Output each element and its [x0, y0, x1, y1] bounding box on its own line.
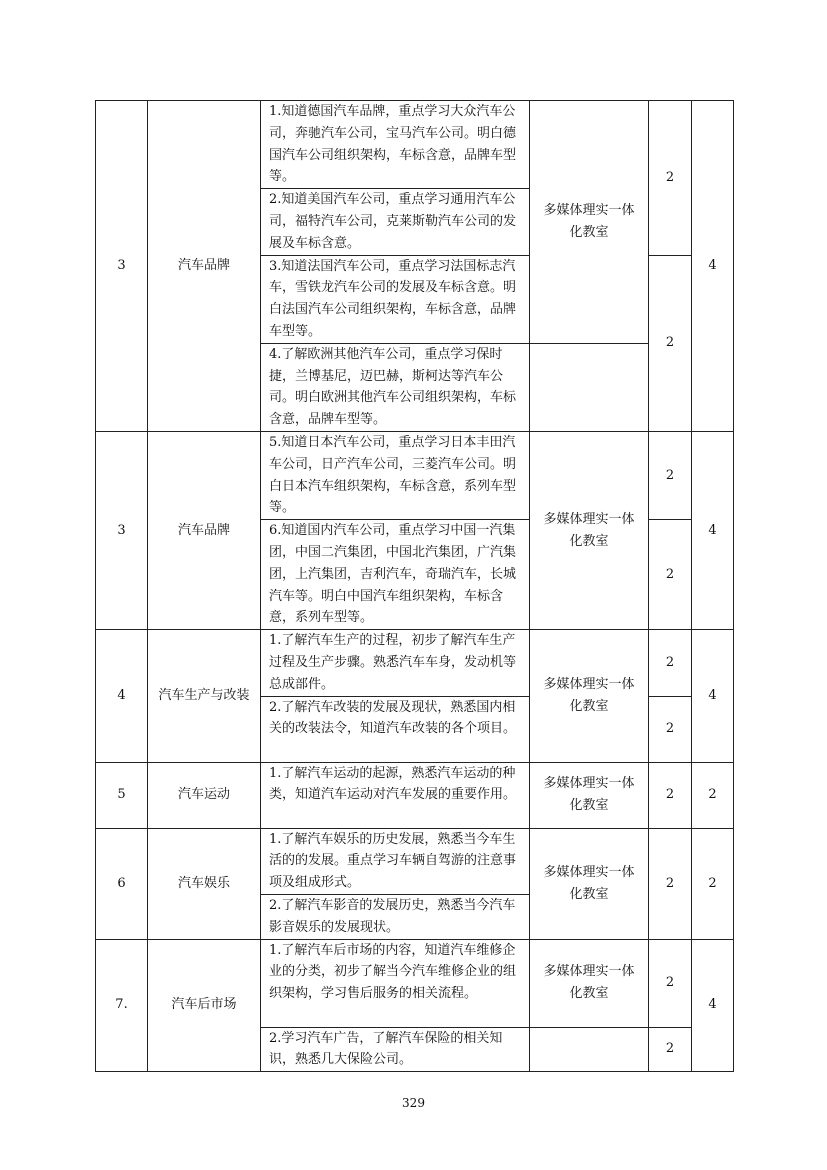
table-row: [96, 101, 734, 189]
teaching-venue: 多媒体理实一体化教室: [530, 828, 649, 939]
table-row: [96, 828, 734, 894]
teaching-venue: 多媒体理实一体化教室: [530, 630, 649, 762]
learning-objective: 3.知道法国汽车公司，重点学习法国标志汽车，雪铁龙汽车公司的发展及车标含意。明白法国汽车公司组织架构，车标含意，品牌车型等。: [261, 255, 530, 343]
total-hours: 4: [692, 939, 734, 1072]
table-row: [96, 431, 734, 519]
table-row: [96, 630, 734, 696]
module-name: 汽车运动: [148, 762, 261, 828]
module-name: 汽车娱乐: [148, 828, 261, 939]
learning-objective: 2.知道美国汽车公司，重点学习通用汽车公司，福特汽车公司，克莱斯勒汽车公司的发展及车标含意。: [261, 189, 530, 255]
hours-cell: 2: [649, 696, 692, 762]
table-row: [96, 939, 734, 1027]
learning-objective: 4.了解欧洲其他汽车公司，重点学习保时捷，兰博基尼，迈巴赫，斯柯达等汽车公司。明白欧洲其他汽车公司组织架构，车标含意，品牌车型等。: [261, 343, 530, 431]
teaching-venue-empty: [530, 1027, 649, 1072]
hours-cell: 2: [649, 762, 692, 828]
hours-cell: 2: [649, 520, 692, 630]
hours-cell: 2: [649, 939, 692, 1027]
unit-number: 4: [96, 630, 148, 762]
unit-number: 3: [96, 431, 148, 629]
teaching-venue-empty: [530, 343, 649, 431]
learning-objective: 6.知道国内汽车公司，重点学习中国一汽集团，中国二汽集团，中国北汽集团，广汽集团，上汽集团，吉利汽车，奇瑞汽车，长城汽车等。明白中国汽车组织架构，车标含意，系列车型等。: [261, 520, 530, 630]
hours-cell: 2: [649, 630, 692, 696]
course-content-table: [95, 100, 734, 1072]
total-hours: 2: [692, 762, 734, 828]
module-name: 汽车生产与改装: [148, 630, 261, 762]
learning-objective: 1.了解汽车娱乐的历史发展，熟悉当今车生活的的发展。重点学习车辆自驾游的注意事项及组成形式。: [261, 828, 530, 894]
hours-cell: 2: [649, 101, 692, 256]
unit-number: 5: [96, 762, 148, 828]
page-number: 329: [402, 1096, 425, 1110]
module-name: 汽车品牌: [148, 431, 261, 629]
learning-objective: 5.知道日本汽车公司，重点学习日本丰田汽车公司，日产汽车公司，三菱汽车公司。明白日本汽车组织架构，车标含意，系列车型等。: [261, 431, 530, 519]
learning-objective: 2.了解汽车改装的发展及现状，熟悉国内相关的改装法令，知道汽车改装的各个项目。: [261, 696, 530, 762]
total-hours: 2: [692, 828, 734, 939]
unit-number: 7.: [96, 939, 148, 1072]
learning-objective: 2.了解汽车影音的发展历史，熟悉当今汽车影音娱乐的发展现状。: [261, 894, 530, 939]
learning-objective: 1.了解汽车运动的起源，熟悉汽车运动的种类，知道汽车运动对汽车发展的重要作用。: [261, 762, 530, 828]
hours-cell: 2: [649, 431, 692, 519]
teaching-venue: 多媒体理实一体化教室: [530, 101, 649, 344]
unit-number: 6: [96, 828, 148, 939]
total-hours: 4: [692, 630, 734, 762]
teaching-venue: 多媒体理实一体化教室: [530, 939, 649, 1027]
table-row: [96, 762, 734, 828]
learning-objective: 1.了解汽车后市场的内容，知道汽车维修企业的分类，初步了解当今汽车维修企业的组织架构，学习售后服务的相关流程。: [261, 939, 530, 1027]
module-name: 汽车后市场: [148, 939, 261, 1072]
module-name: 汽车品牌: [148, 101, 261, 432]
learning-objective: 1.知道德国汽车品牌，重点学习大众汽车公司，奔驰汽车公司，宝马汽车公司。明白德国汽车公司组织架构，车标含意，品牌车型等。: [261, 101, 530, 189]
learning-objective: 2.学习汽车广告，了解汽车保险的相关知识，熟悉几大保险公司。: [261, 1027, 530, 1072]
unit-number: 3: [96, 101, 148, 432]
hours-cell: 2: [649, 1027, 692, 1072]
total-hours: 4: [692, 431, 734, 629]
total-hours: 4: [692, 101, 734, 432]
teaching-venue: 多媒体理实一体化教室: [530, 762, 649, 828]
hours-cell: 2: [649, 255, 692, 431]
learning-objective: 1.了解汽车生产的过程，初步了解汽车生产过程及生产步骤。熟悉汽车车身，发动机等总成部件。: [261, 630, 530, 696]
hours-cell: 2: [649, 828, 692, 939]
teaching-venue: 多媒体理实一体化教室: [530, 431, 649, 629]
